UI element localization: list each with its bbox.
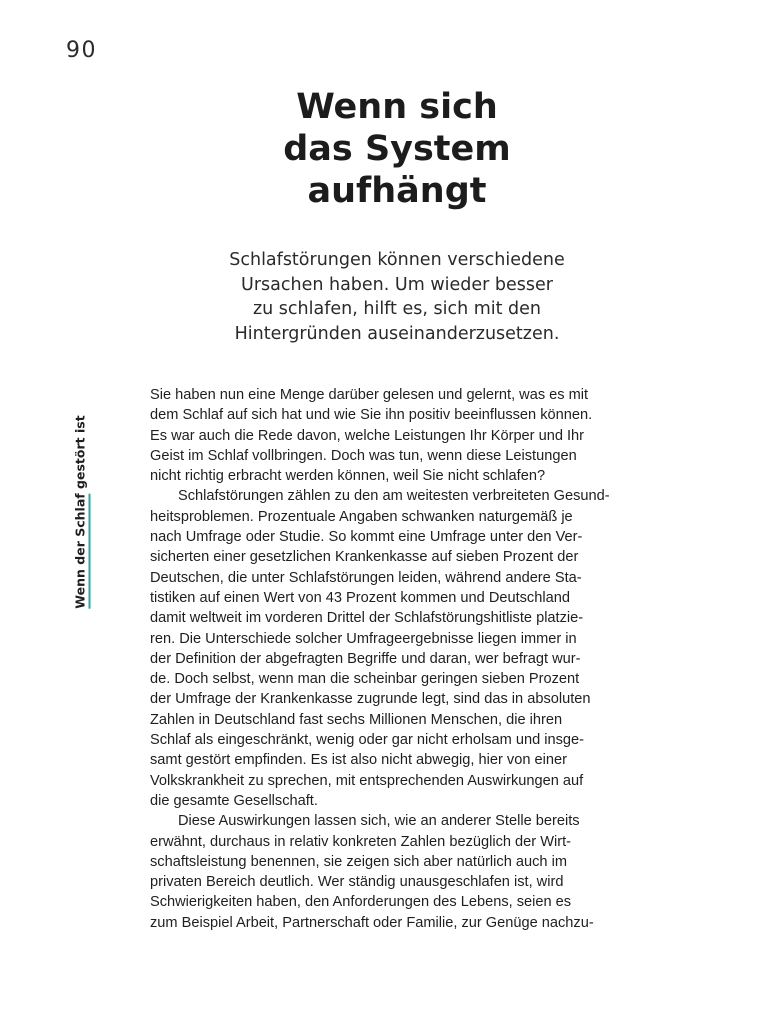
body-line: die gesamte Gesellschaft. xyxy=(150,792,318,809)
body-line: heitsproblemen. Prozentuale Angaben schwanken naturgemäß je xyxy=(150,508,573,525)
body-line: zum Beispiel Arbeit, Partnerschaft oder Familie, zur Genüge nachzu- xyxy=(150,914,594,931)
running-head-vertical xyxy=(73,415,88,608)
paragraph-start-line: Diese Auswirkungen lassen sich, wie an anderer Stelle bereits xyxy=(178,813,580,830)
title-line: das System xyxy=(283,129,511,169)
body-line: de. Doch selbst, wenn man die scheinbar geringen sieben Prozent xyxy=(150,671,580,688)
body-line: sicherten einer gesetzlichen Krankenkasse auf sieben Prozent der xyxy=(150,549,579,566)
lead-line: Schlafstörungen können verschiedene xyxy=(229,250,565,270)
title-line: aufhängt xyxy=(307,171,487,211)
article-body xyxy=(150,385,660,933)
body-line: der Umfrage der Krankenkasse zugrunde legt, sind das in absoluten xyxy=(150,691,591,708)
body-line: samt gestört empfinden. Es ist also nicht abwegig, hier von einer xyxy=(150,752,567,769)
lead-line: Ursachen haben. Um wieder besser xyxy=(241,274,553,295)
body-line: Sie haben nun eine Menge darüber gelesen und gelernt, was es mit xyxy=(150,387,589,403)
body-line: nach Umfrage oder Studie. So kommt eine Umfrage unter den Ver- xyxy=(150,529,583,546)
body-line: tistiken auf einen Wert von 43 Prozent kommen und Deutschland xyxy=(150,589,570,606)
body-line: Zahlen in Deutschland fast sechs Millionen Menschen, die ihren xyxy=(150,711,563,728)
body-line: Schlaf als eingeschränkt, wenig oder gar nicht erholsam und insge- xyxy=(150,732,585,749)
body-line: Es war auch die Rede davon, welche Leistungen Ihr Körper und Ihr xyxy=(150,427,585,444)
body-line: Geist im Schlaf vollbringen. Doch was tun, wenn diese Leistungen xyxy=(150,447,577,464)
lead-line: zu schlafen, hilft es, sich mit den xyxy=(252,299,542,319)
article-title xyxy=(150,86,644,212)
running-head-accent: Wenn der Schlaf xyxy=(73,493,91,608)
body-line: erwähnt, durchaus in relativ konkreten Zahlen bezüglich der Wirt- xyxy=(150,833,571,850)
body-line: der Definition der abgefragten Begriffe und daran, wer befragt wur- xyxy=(150,650,581,667)
page-number: 90 xyxy=(66,38,97,63)
body-line: schaftsleistung benennen, sie zeigen sich aber natürlich auch im xyxy=(150,853,567,870)
body-line: Schwierigkeiten haben, den Anforderungen des Lebens, seien es xyxy=(150,894,572,911)
body-line: dem Schlaf auf sich hat und wie Sie ihn positiv beeinflussen können. xyxy=(150,407,593,424)
title-line: Wenn sich xyxy=(296,87,498,127)
body-line: nicht richtig erbracht werden können, weil Sie nicht schlafen? xyxy=(150,468,546,485)
body-line: privaten Bereich deutlich. Wer ständig unausgeschlafen ist, wird xyxy=(150,874,564,891)
body-line: Deutschen, die unter Schlafstörungen leiden, während andere Sta- xyxy=(150,569,582,586)
body-line: Volkskrankheit zu sprechen, mit entsprechenden Auswirkungen auf xyxy=(150,772,584,789)
article-lead xyxy=(150,248,644,346)
running-head-rest: gestört ist xyxy=(72,415,88,494)
body-line: damit weltweit im vorderen Drittel der Schlafstörungshitliste platzie- xyxy=(150,610,584,627)
paragraph-start-line: Schlafstörungen zählen zu den am weitesten verbreiteten Gesund- xyxy=(178,488,610,505)
lead-line: Hintergründen auseinanderzusetzen. xyxy=(234,323,560,344)
body-line: ren. Die Unterschiede solcher Umfrageergebnisse liegen immer in xyxy=(150,630,577,647)
